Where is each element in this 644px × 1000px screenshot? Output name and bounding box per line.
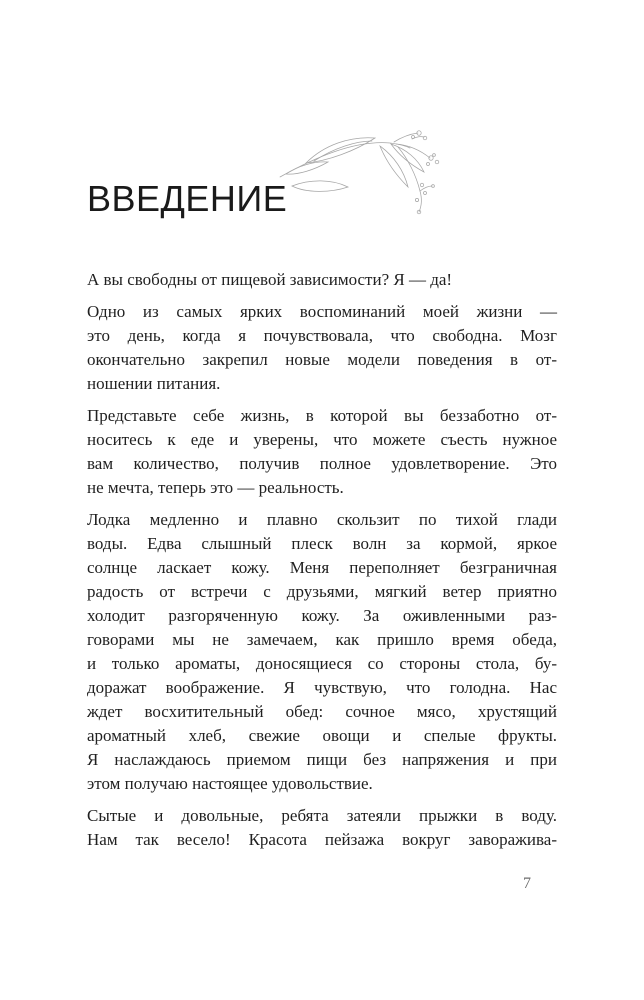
page-number: 7 (523, 875, 531, 892)
text-line: холодит разгоряченную кожу. За оживленными раз- (87, 606, 557, 625)
text-line: доражат воображение. Я чувствую, что голодна. Нас (87, 678, 557, 697)
branch-leaf (380, 146, 408, 187)
text-line: ароматный хлеб, свежие овощи и спелые фрукты. (87, 726, 557, 745)
text-line: ждет восхитительный обед: сочное мясо, хрустящий (87, 702, 557, 721)
flower-bud (420, 183, 423, 186)
paragraph (87, 300, 557, 396)
text-line: солнце ласкает кожу. Меня переполняет безграничная (87, 558, 557, 577)
flower-bud (427, 163, 430, 166)
text-line: Одно из самых ярких воспоминаний моей жизни — (87, 302, 557, 321)
paragraph (87, 508, 557, 796)
paragraph (87, 804, 557, 852)
paragraph (87, 404, 557, 500)
text-line: не мечта, теперь это — реальность. (87, 478, 344, 497)
text-line: этом получаю настоящее удовольствие. (87, 774, 373, 793)
flower-bud (435, 160, 439, 164)
text-line: ношении питания. (87, 374, 221, 393)
text-line: вам количество, получив полное удовлетворение. Это (87, 454, 557, 473)
botanical-branch-icon (262, 130, 466, 238)
text-line: А вы свободны от пищевой зависимости? Я — да! (87, 270, 453, 289)
text-line: Представьте себе жизнь, в которой вы беззаботно от- (87, 406, 557, 425)
paragraph (87, 268, 557, 292)
text-line: Нам так весело! Красота пейзажа вокруг заворажива- (87, 830, 557, 849)
text-line: это день, когда я почувствовала, что свободна. Мозг (87, 326, 557, 345)
text-line: радость от встречи с друзьями, мягкий ветер приятно (87, 582, 557, 601)
branch-stem (280, 143, 410, 177)
body-text-block (87, 268, 557, 852)
text-line: носитесь к еде и уверены, что можете съесть нужное (87, 430, 557, 449)
flower-bud (423, 136, 427, 140)
chapter-title: ВВЕДЕНИЕ (87, 178, 288, 219)
text-line: и только ароматы, доносящиеся со стороны стола, бу- (87, 654, 557, 673)
flower-bud (433, 154, 436, 157)
branch-leaf (391, 144, 424, 172)
flower-bud (415, 198, 418, 201)
branch-leaf (286, 162, 328, 174)
flower-bud (424, 192, 427, 195)
flower-bud (412, 136, 415, 139)
text-line: Я наслаждаюсь приемом пищи без напряжения и при (87, 750, 557, 769)
text-line: окончательно закрепил новые модели поведения в от- (87, 350, 557, 369)
text-line: воды. Едва слышный плеск волн за кормой, яркое (87, 534, 557, 553)
flower-sprig (419, 191, 421, 212)
text-line: Сытые и довольные, ребята затеяли прыжки в воду. (87, 806, 557, 825)
branch-leaf (292, 181, 348, 192)
text-line: Лодка медленно и плавно скользит по тихой глади (87, 510, 557, 529)
text-line: говорами мы не замечаем, как пришло время обеда, (87, 630, 557, 649)
